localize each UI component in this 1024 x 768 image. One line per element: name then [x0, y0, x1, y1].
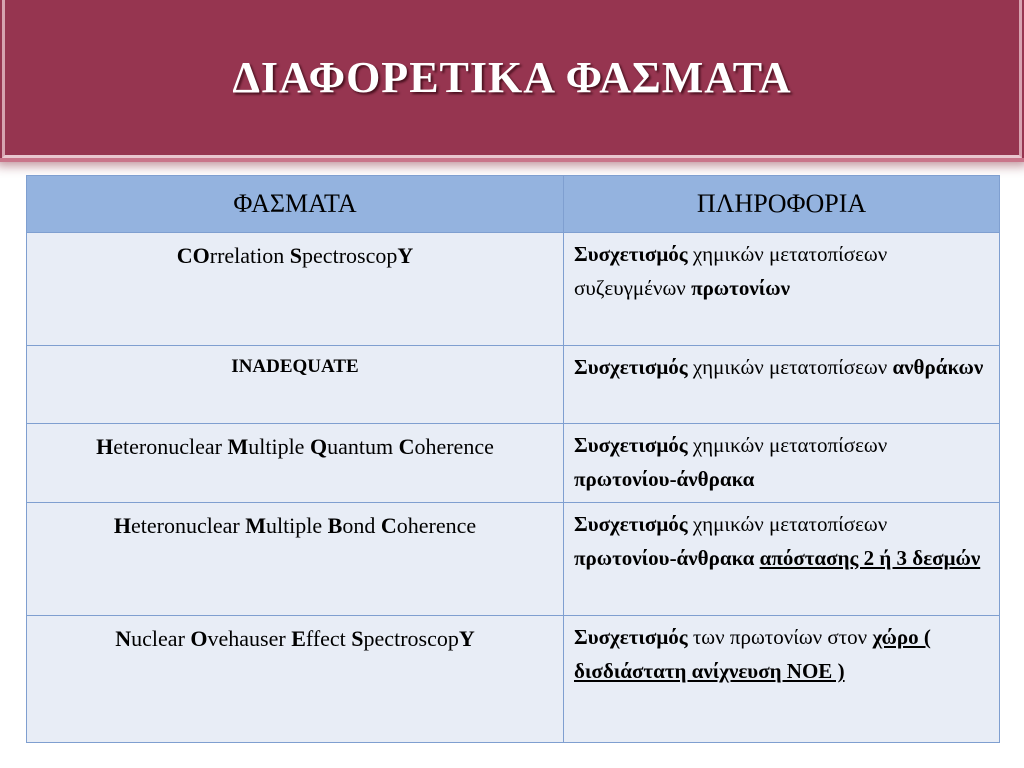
spectrum-name-cell: [27, 424, 564, 503]
spectrum-name-segment: pectroscop: [363, 626, 459, 651]
information-segment: ανθράκων: [892, 355, 984, 379]
spectrum-name-segment: Q: [309, 434, 328, 459]
information-cell: [564, 233, 1000, 346]
table-body: [27, 233, 1000, 743]
information-segment: Συσχετισμός: [574, 242, 688, 266]
spectrum-name-segment: Y: [397, 243, 414, 268]
information-segment: των πρωτονίων στον: [687, 625, 873, 649]
header-information: ΠΛΗΡΟΦΟΡΙΑ: [564, 176, 1000, 233]
table-row: [27, 346, 1000, 424]
information-segment: χημικών μετατοπίσεων: [687, 433, 888, 457]
information-cell: [564, 503, 1000, 616]
spectrum-name-segment: B: [327, 513, 343, 538]
information-cell: [564, 424, 1000, 503]
spectrum-name-cell: [27, 503, 564, 616]
spectrum-name-segment: eteronuclear: [130, 513, 246, 538]
spectrum-name-segment: eteronuclear: [113, 434, 228, 459]
header-spectra: ΦΑΣΜΑΤΑ: [27, 176, 564, 233]
spectrum-name-segment: uclear: [131, 626, 191, 651]
spectrum-name-segment: vehauser: [207, 626, 292, 651]
table-row: [27, 616, 1000, 743]
information-segment: πρωτονίου-άνθρακα: [574, 467, 755, 491]
spectrum-name-segment: E: [291, 626, 306, 651]
information-segment: χώρο ( δισδιάστατη ανίχνευση NOE ): [574, 625, 931, 683]
spectra-table: [26, 175, 1000, 743]
information-segment: Συσχετισμός: [574, 433, 688, 457]
spectrum-name-segment: ultiple: [265, 513, 328, 538]
spectrum-name-segment: pectroscop: [302, 243, 398, 268]
information-segment: Συσχετισμός: [574, 625, 688, 649]
spectrum-name-segment: C: [380, 513, 397, 538]
table-header-row: [27, 176, 1000, 233]
information-segment: πρωτονίου-άνθρακα: [574, 546, 760, 570]
spectrum-name-cell: [27, 616, 564, 743]
spectrum-name-segment: INADEQUATE: [231, 356, 359, 377]
information-segment: απόστασης 2 ή 3 δεσμών: [759, 546, 981, 570]
spectrum-name-segment: ffect: [305, 626, 352, 651]
spectrum-name-segment: rrelation: [209, 243, 290, 268]
information-segment: Συσχετισμός: [574, 355, 688, 379]
spectrum-name-cell: [27, 346, 564, 424]
spectrum-name-segment: ultiple: [248, 434, 310, 459]
spectrum-name-segment: Y: [458, 626, 475, 651]
spectrum-name-segment: N: [115, 626, 132, 651]
information-segment: χημικών μετατοπίσεων: [687, 355, 893, 379]
information-segment: χημικών μετατοπίσεων: [687, 512, 888, 536]
spectrum-name-segment: uantum: [327, 434, 399, 459]
title-banner: [0, 0, 1024, 162]
information-segment: πρωτονίων: [691, 276, 790, 300]
spectrum-name-segment: oherence: [396, 513, 477, 538]
spectrum-name-segment: oherence: [414, 434, 494, 459]
table-row: [27, 233, 1000, 346]
spectrum-name-segment: S: [289, 243, 303, 268]
table-row: [27, 503, 1000, 616]
information-cell: [564, 616, 1000, 743]
spectrum-name-segment: C: [398, 434, 415, 459]
spectrum-name-segment: M: [227, 434, 249, 459]
spectrum-name-cell: [27, 233, 564, 346]
spectrum-name-segment: H: [113, 513, 131, 538]
spectrum-name-segment: S: [351, 626, 364, 651]
spectrum-name-segment: H: [96, 434, 114, 459]
spectrum-name-segment: CO: [176, 243, 210, 268]
spectrum-name-segment: ond: [342, 513, 381, 538]
information-segment: Συσχετισμός: [574, 512, 688, 536]
spectrum-name-segment: M: [245, 513, 266, 538]
table-row: [27, 424, 1000, 503]
slide-title: ΔΙΑΦΟΡΕΤΙΚΑ ΦΑΣΜΑΤΑ: [232, 53, 792, 102]
information-segment: χημικών μετατοπίσεων συζευγμένων: [574, 242, 888, 300]
information-cell: [564, 346, 1000, 424]
spectrum-name-segment: O: [190, 626, 208, 651]
